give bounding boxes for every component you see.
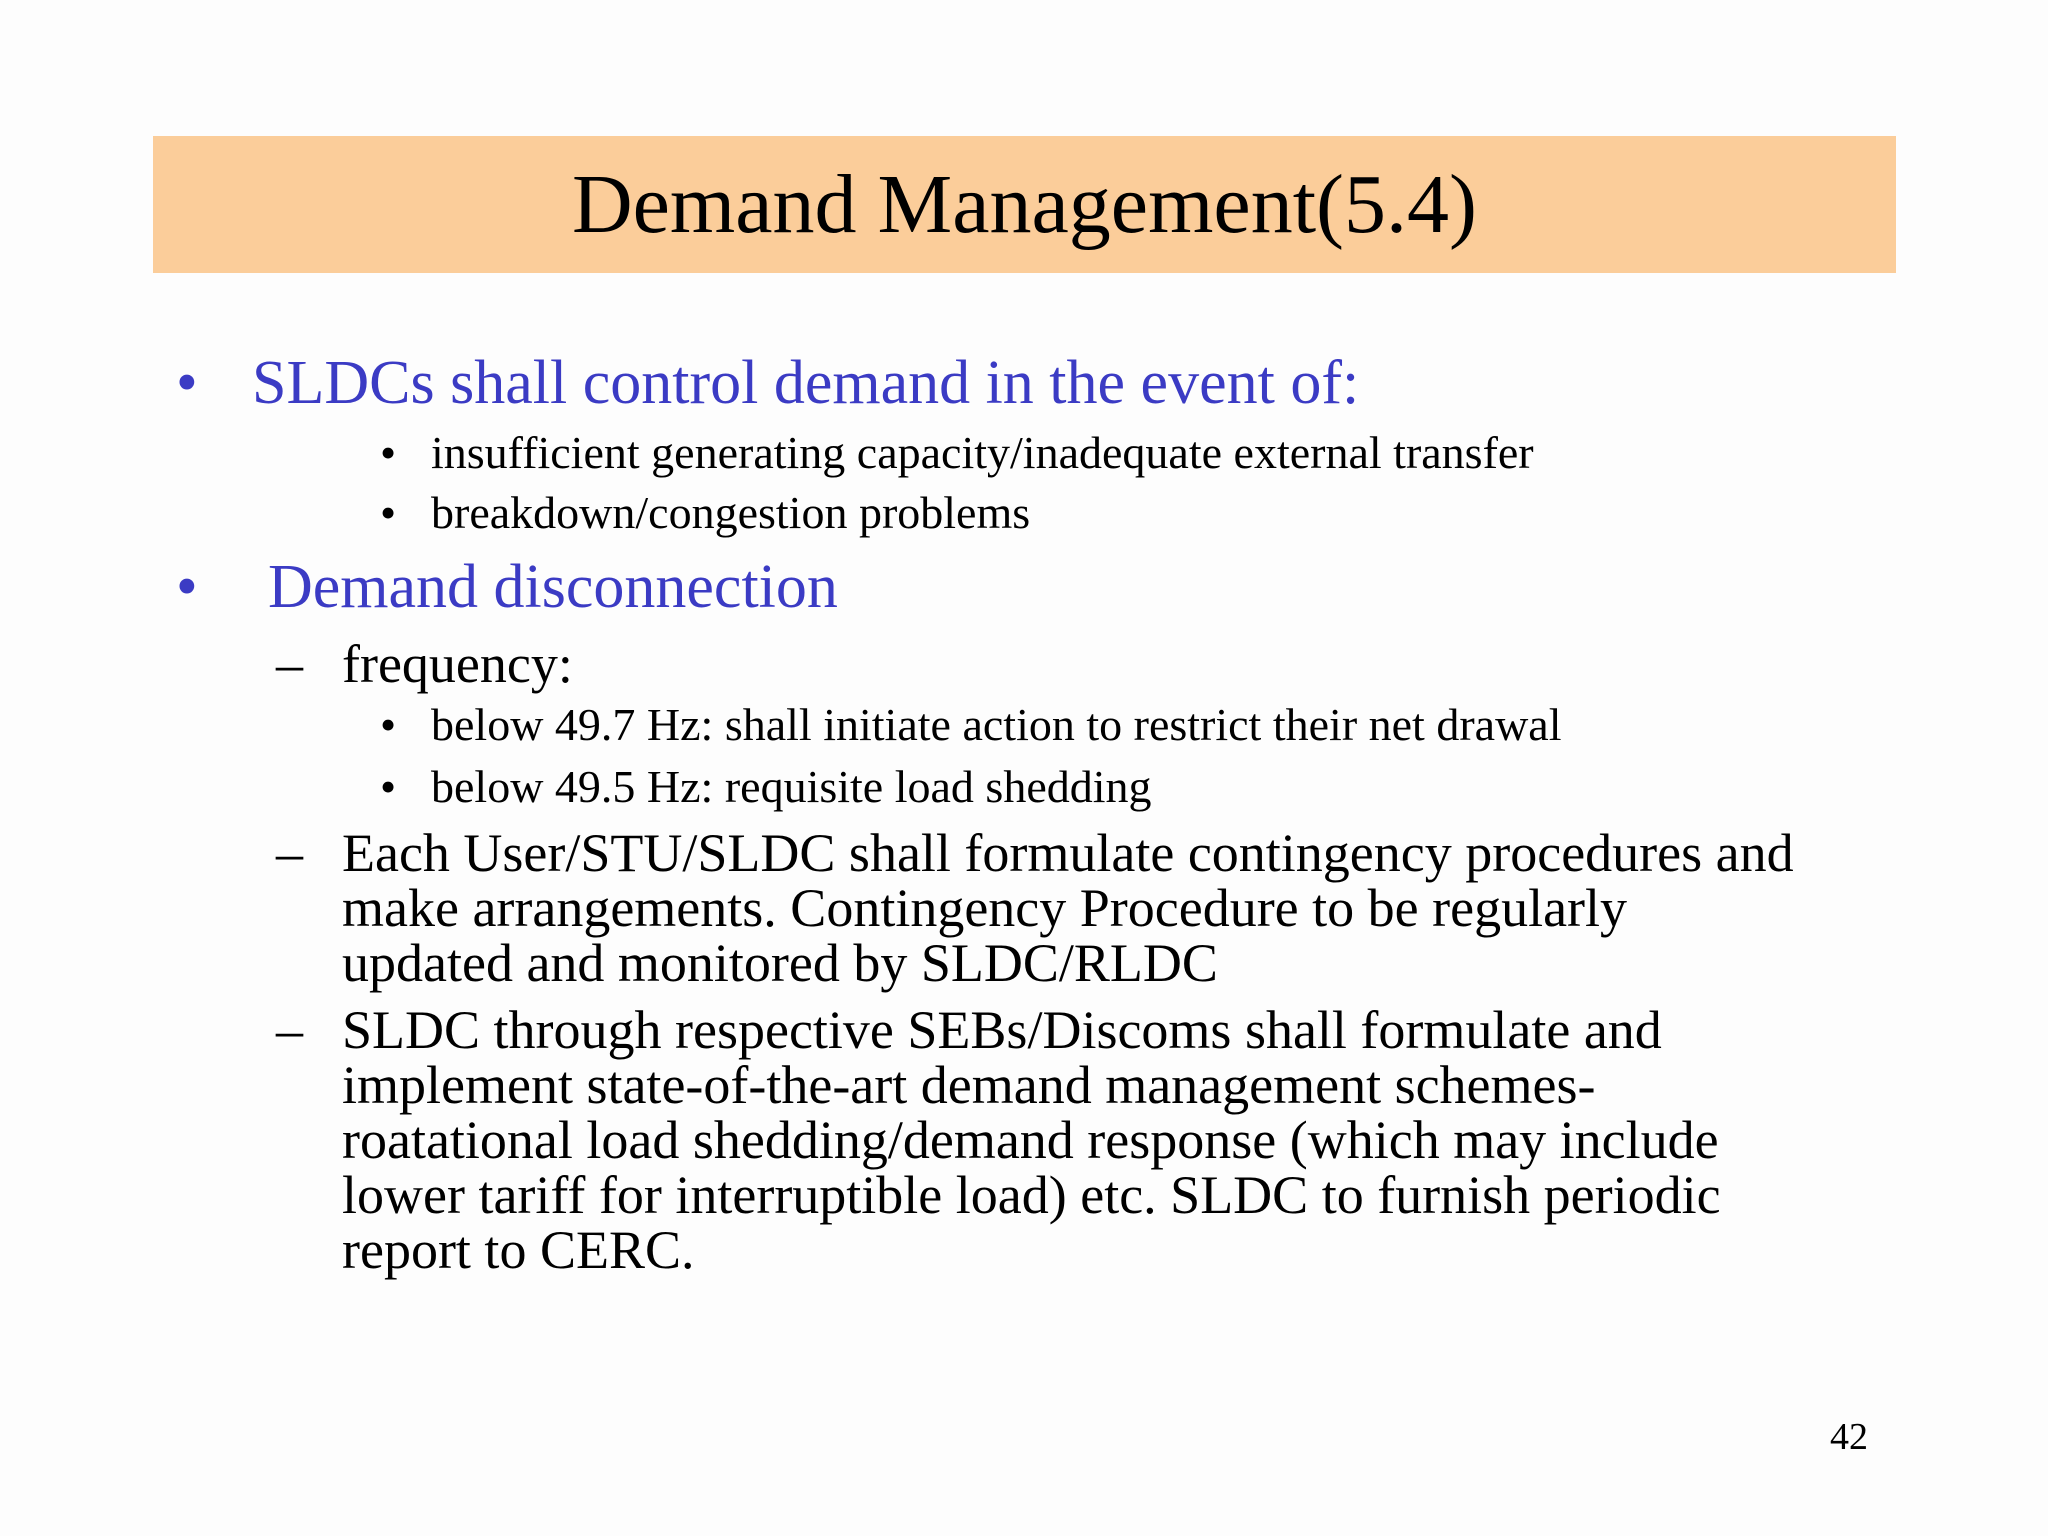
schemes-line: SLDC through respective SEBs/Discoms shall formulate and xyxy=(342,1000,1662,1060)
dash-icon: – xyxy=(276,1000,303,1060)
bullet-2-text: Demand disconnection xyxy=(268,553,838,621)
frequency-subitem: below 49.7 Hz: shall initiate action to restrict their net drawal xyxy=(431,699,1562,750)
bullet-icon: • xyxy=(380,427,397,478)
schemes-line: roatational load shedding/demand response (which may include xyxy=(342,1110,1719,1170)
bullet-1-text: SLDCs shall control demand in the event of: xyxy=(252,349,1360,417)
bullet-icon: • xyxy=(176,349,198,417)
frequency-label: frequency: xyxy=(342,634,573,694)
schemes-line: report to CERC. xyxy=(342,1220,695,1280)
frequency-subitem: below 49.5 Hz: requisite load shedding xyxy=(431,761,1152,812)
bullet-icon: • xyxy=(380,487,397,538)
schemes-line: implement state-of-the-art demand management schemes- xyxy=(342,1055,1596,1115)
contingency-line: updated and monitored by SLDC/RLDC xyxy=(342,933,1218,993)
dash-icon: – xyxy=(276,823,303,883)
bullet-1-subitem: insufficient generating capacity/inadequate external transfer xyxy=(431,427,1534,478)
bullet-icon: • xyxy=(380,699,397,750)
title-bar xyxy=(153,136,1896,273)
schemes-paragraph xyxy=(342,1000,1982,1280)
page-number: 42 xyxy=(1830,1416,1868,1458)
slide-title: Demand Management(5.4) xyxy=(571,157,1477,251)
bullet-1-subitem: breakdown/congestion problems xyxy=(431,487,1031,538)
bullet-icon: • xyxy=(176,553,198,621)
schemes-line: lower tariff for interruptible load) etc. SLDC to furnish periodic xyxy=(342,1165,1721,1225)
contingency-paragraph xyxy=(342,823,1982,993)
contingency-line: Each User/STU/SLDC shall formulate contingency procedures and xyxy=(342,823,1794,883)
bullet-icon: • xyxy=(380,761,397,812)
contingency-line: make arrangements. Contingency Procedure to be regularly xyxy=(342,878,1628,938)
dash-icon: – xyxy=(276,634,303,694)
